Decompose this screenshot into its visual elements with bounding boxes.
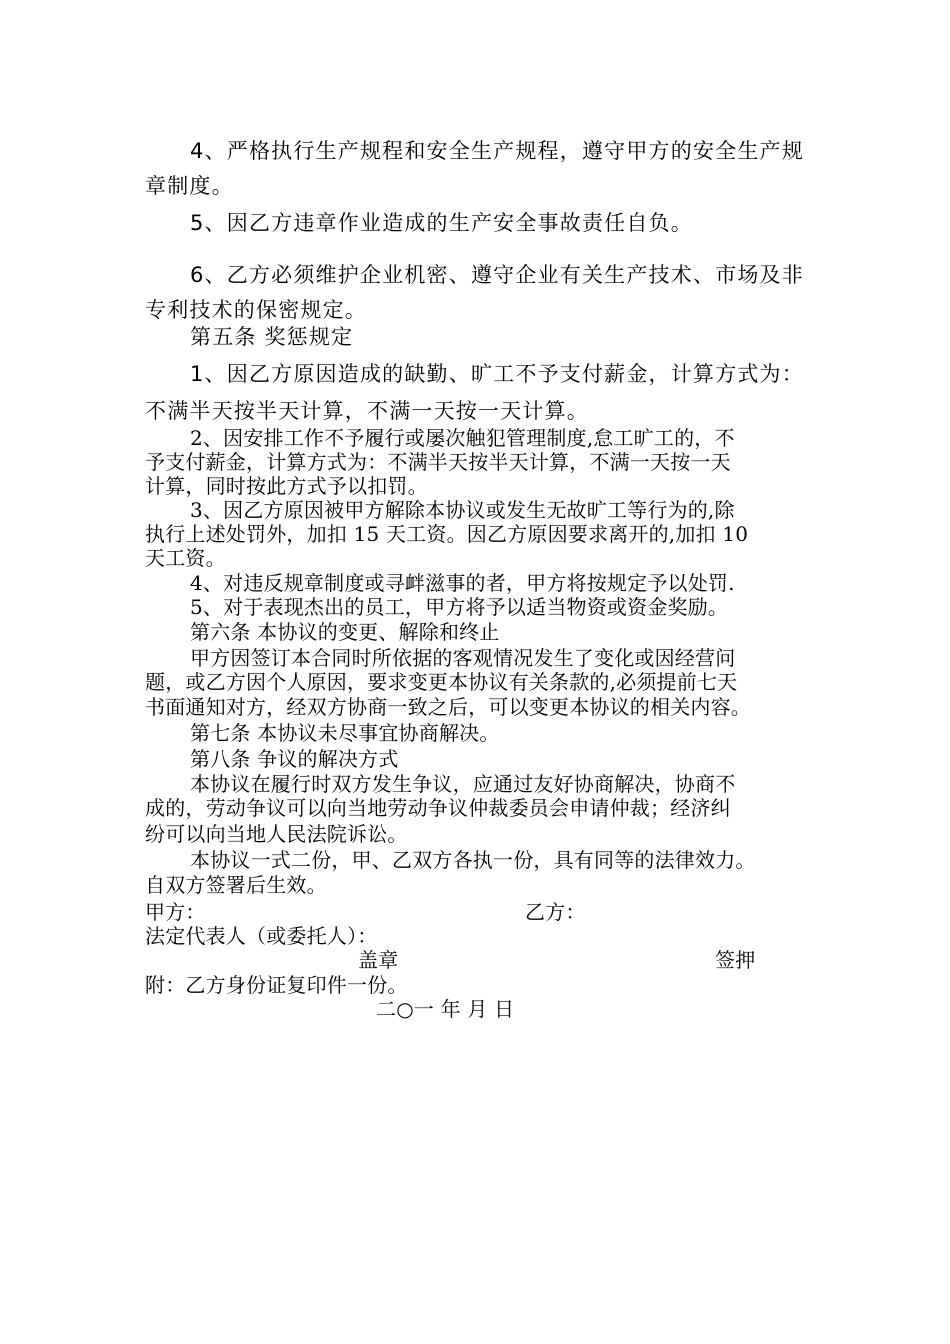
article-6-heading: 第六条 本协议的变更、解除和终止 <box>190 620 500 644</box>
date-line: 二○一 年 月 日 <box>376 997 515 1021</box>
article-6-line-1: 甲方因签订本合同时所依据的客观情况发生了变化或因经营问 <box>190 646 736 670</box>
clause-5-1-line-2: 不满半天按半天计算，不满一天按一天计算。 <box>145 399 589 423</box>
article-6-line-3: 书面通知对方，经双方协商一致之后，可以变更本协议的相关内容。 <box>145 695 751 719</box>
article-5-heading: 第五条 奖惩规定 <box>190 325 354 349</box>
article-8-heading: 第八条 争议的解决方式 <box>190 747 399 771</box>
article-8-line-2: 成的，劳动争议可以向当地劳动争议仲裁委员会申请仲裁；经济纠 <box>145 796 731 820</box>
clause-4-4-line-1: 4、严格执行生产规程和安全生产规程，遵守甲方的安全生产规 <box>190 139 804 163</box>
clause-5-4: 4、对违反规章制度或寻衅滋事的者，甲方将按规定予以处罚. <box>190 571 735 595</box>
article-8-line-1: 本协议在履行时双方发生争议，应通过友好协商解决，协商不 <box>190 772 736 796</box>
clause-5-3-line-1: 3、因乙方原因被甲方解除本协议或发生无故旷工等行为的,除 <box>190 498 735 522</box>
signature-label: 签押 <box>715 948 756 972</box>
clause-5-5: 5、对于表现杰出的员工，甲方将予以适当物资或资金奖励。 <box>190 595 729 619</box>
article-6-line-2: 题，或乙方因个人原因，要求变更本协议有关条款的,必须提前七天 <box>145 670 738 694</box>
article-8-line-3: 纷可以向当地人民法院诉讼。 <box>145 822 408 846</box>
party-b-label: 乙方： <box>525 900 586 924</box>
clause-5-2-line-3: 计算，同时按此方式予以扣罚。 <box>145 474 428 498</box>
clause-4-5: 5、因乙方违章作业造成的生产安全事故责任自负。 <box>190 211 693 235</box>
clause-4-6-line-2: 专利技术的保密规定。 <box>145 298 367 322</box>
article-7-heading: 第七条 本协议未尽事宜协商解决。 <box>190 721 500 745</box>
copies-clause-line-2: 自双方签署后生效。 <box>145 873 327 897</box>
copies-clause-line-1: 本协议一式二份，甲、乙双方各执一份，具有同等的法律效力。 <box>190 848 756 872</box>
clause-5-3-line-2: 执行上述处罚外，加扣 15 天工资。因乙方原因要求离开的,加扣 10 <box>145 522 749 546</box>
seal-label: 盖章 <box>358 948 399 972</box>
clause-5-1-line-1: 1、因乙方原因造成的缺勤、旷工不予支付薪金，计算方式为： <box>190 362 804 386</box>
party-a-label: 甲方： <box>145 900 206 924</box>
attachment-note: 附：乙方身份证复印件一份。 <box>145 973 408 997</box>
clause-4-4-line-2: 章制度。 <box>145 174 234 198</box>
clause-4-6-line-1: 6、乙方必须维护企业机密、遵守企业有关生产技术、市场及非 <box>190 263 804 287</box>
clause-5-2-line-1: 2、因安排工作不予履行或屡次触犯管理制度,怠工旷工的，不 <box>190 426 735 450</box>
legal-representative-label: 法定代表人（或委托人）： <box>145 924 378 948</box>
clause-5-3-line-3: 天工资。 <box>145 546 226 570</box>
clause-5-2-line-2: 予支付薪金，计算方式为：不满半天按半天计算，不满一天按一天 <box>145 450 731 474</box>
